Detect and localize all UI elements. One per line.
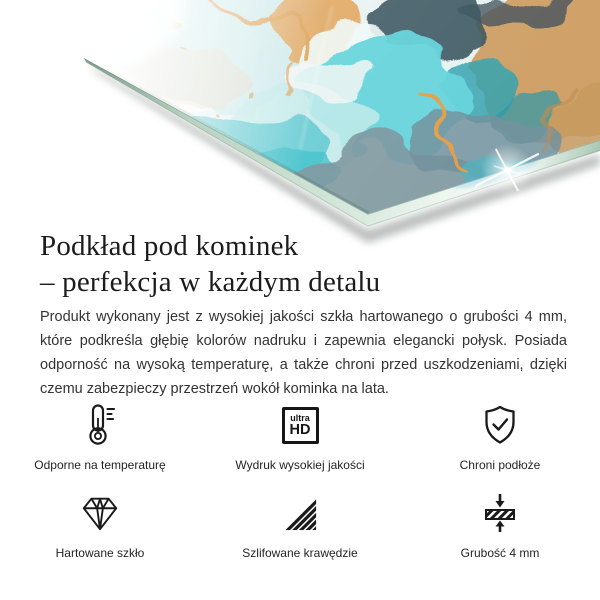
feature-label: Hartowane szkło bbox=[55, 546, 145, 560]
product-image bbox=[0, 0, 600, 250]
feature-label: Odporne na temperaturę bbox=[34, 458, 166, 472]
feature-print-quality bbox=[200, 399, 400, 472]
ultra-hd-badge-bottom: HD bbox=[289, 421, 311, 438]
feature-temperature-resistant bbox=[0, 399, 200, 472]
feature-polished-edges bbox=[200, 487, 400, 560]
polished-edges-icon bbox=[279, 487, 321, 539]
feature-label: Wydruk wysokiej jakości bbox=[235, 458, 365, 472]
feature-tempered-glass bbox=[0, 487, 200, 560]
glass-panel-render bbox=[0, 0, 600, 250]
feature-protects-floor bbox=[400, 399, 600, 472]
diamond-icon bbox=[79, 487, 121, 539]
feature-label: Chroni podłoże bbox=[459, 458, 541, 472]
ultra-hd-icon bbox=[282, 399, 319, 451]
page-title bbox=[40, 228, 380, 300]
title-line-2: – perfekcja w każdym detalu bbox=[40, 266, 381, 298]
feature-label: Szlifowane krawędzie bbox=[242, 546, 358, 560]
feature-label: Grubość 4 mm bbox=[460, 546, 540, 560]
product-description-text: Produkt wykonany jest z wysokiej jakości szkła hartowanego o grubości 4 mm, które podkreśla głębię kolorów nadruku i zapewnia elegancki połysk. Posiada odporność na wysoką temperaturę, a także chroni przed uszkodzeniami, dzięki czemu zabezpieczy przestrzeń wokół kominka na lata. bbox=[40, 309, 567, 397]
shield-check-icon bbox=[478, 399, 522, 451]
features-grid bbox=[0, 399, 600, 560]
thickness-compress-icon bbox=[478, 487, 522, 539]
ultra-hd-badge-top: ultra bbox=[290, 412, 310, 423]
title-line-1: Podkład pod kominek bbox=[40, 230, 299, 262]
feature-thickness bbox=[400, 487, 600, 560]
thermometer-icon bbox=[78, 399, 122, 451]
marble-artwork bbox=[0, 0, 600, 250]
